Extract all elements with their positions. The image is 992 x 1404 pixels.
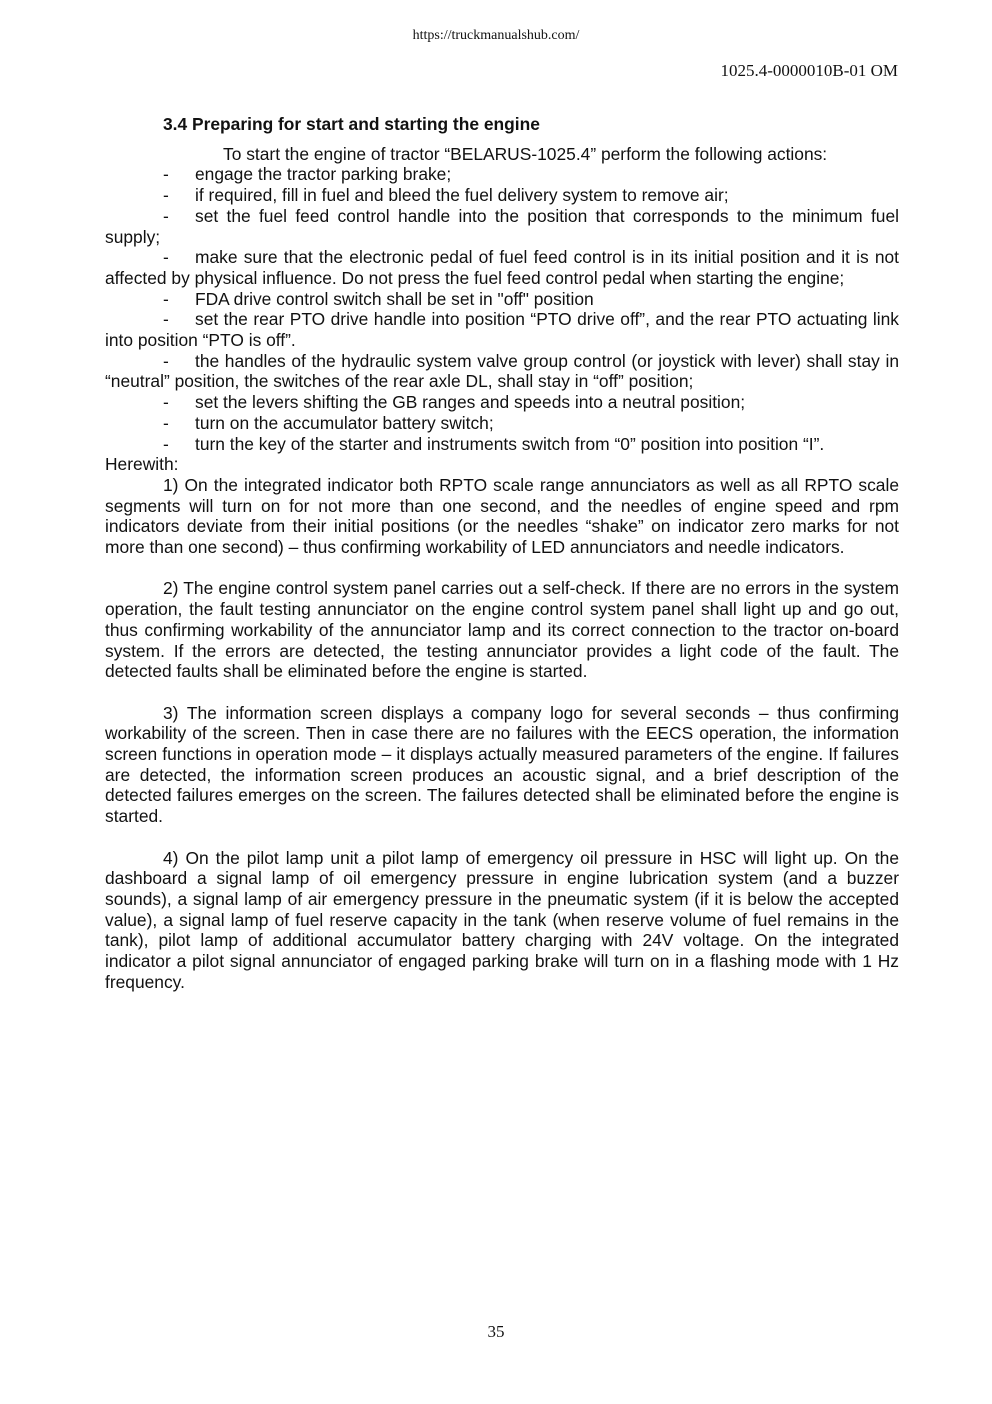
list-marker: - [163,309,169,330]
list-marker: - [163,185,169,206]
list-item: - set the levers shifting the GB ranges and speeds into a neutral position; [163,392,746,413]
paragraph-spacer [105,682,899,703]
list-marker: - [163,433,169,454]
paragraph-spacer [105,827,899,848]
list-item: - turn the key of the starter and instruments switch from “0” position into position “I”. [163,433,825,454]
numbered-paragraph-1: 1) On the integrated indicator both RPTO scale range annunciators as well as all RPTO scale segments will turn on for not more than one second, and the needles of engine speed and rpm indicators deviate from their initial positions (or the needles “shake” on indicator zero marks for not more than one second) – thus confirming workability of LED annunciators and needle indicators. [105,474,899,558]
list-marker: - [163,164,169,185]
list-marker: - [163,288,169,309]
list-marker: - [163,412,169,433]
document-id: 1025.4-0000010B-01 OM [720,61,898,80]
list-marker: - [163,247,169,268]
list-item: - FDA drive control switch shall be set in "off" position [163,288,594,309]
list-item: - set the fuel feed control handle into the position that corresponds to the minimum fuel supply; [105,205,899,247]
list-marker: - [163,350,169,371]
steps-list [105,164,899,454]
list-item: - make sure that the electronic pedal of fuel feed control is in its initial position and it is not affected by physical influence. Do not press the fuel feed control pedal when starting the engine; [105,247,899,288]
source-url: https://truckmanualshub.com/ [412,28,580,43]
intro-paragraph: To start the engine of tractor “BELARUS-1025.4” perform the following actions: [223,143,828,164]
list-marker: - [163,392,169,413]
list-item: - set the rear PTO drive handle into position “PTO drive off”, and the rear PTO actuating link into position “PTO is off”. [105,309,899,351]
list-item: - the handles of the hydraulic system valve group control (or joystick with lever) shall stay in “neutral” position, the switches of the rear axle DL, shall stay in “off” position; [105,350,899,392]
list-item: - turn on the accumulator battery switch; [163,412,494,433]
list-item: - engage the tractor parking brake; [163,164,452,185]
herewith-label: Herewith: [105,454,179,475]
paragraph-spacer [105,558,899,579]
page-content [105,114,899,992]
numbered-paragraph-4: 4) On the pilot lamp unit a pilot lamp of emergency oil pressure in HSC will light up. On the dashboard a signal lamp of oil emergency pressure in engine lubrication system (and a buzzer sounds), a signal lamp of air emergency pressure in the pneumatic system (if it is below the accepted value), a signal lamp of fuel reserve capacity in the tank (when reserve volume of fuel remains in the tank), pilot lamp of additional accumulator battery charging with 24V voltage. On the integrated indicator a pilot signal annunciator of engaged parking brake will turn on in a flashing mode with 1 Hz frequency. [105,847,899,992]
page-number: 35 [487,1322,505,1341]
numbered-paragraph-2: 2) The engine control system panel carries out a self-check. If there are no errors in the system operation, the fault testing annunciator on the engine control system panel shall light up and go out, thus confirming workability of the annunciator lamp and its correct connection to the tractor on-board system. If the errors are detected, the testing annunciator provides a light code of the fault. The detected faults shall be eliminated before the engine is started. [105,578,899,682]
section-heading: 3.4 Preparing for start and starting the engine [163,114,540,134]
numbered-paragraph-3: 3) The information screen displays a company logo for several seconds – thus confirming workability of the screen. Then in case there are no failures with the EECS operation, the information screen functions in operation mode – it displays actually measured parameters of the engine. If failures are detected, the information screen produces an acoustic signal, and a brief description of the detected failures emerges on the screen. The failures detected shall be eliminated before the engine is started. [105,702,899,827]
list-item: - if required, fill in fuel and bleed the fuel delivery system to remove air; [163,185,729,206]
list-marker: - [163,205,169,226]
